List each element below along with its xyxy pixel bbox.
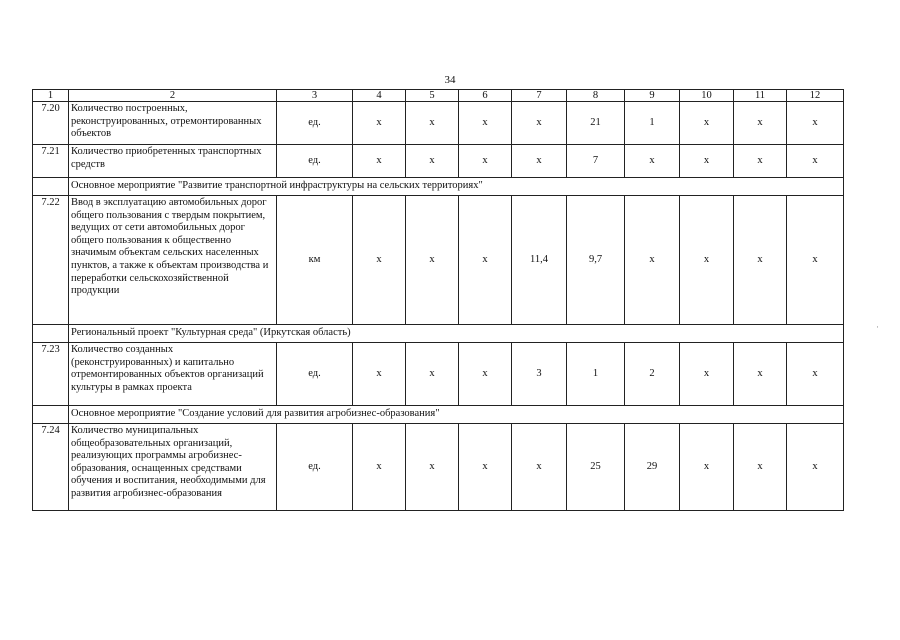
value-cell: х	[406, 343, 459, 406]
unit-cell: ед.	[277, 145, 353, 178]
column-header: 7	[512, 90, 567, 102]
value-cell: х	[734, 145, 787, 178]
value-cell: х	[734, 196, 787, 325]
row-number: 7.24	[33, 424, 69, 511]
value-cell: х	[680, 145, 734, 178]
column-header: 5	[406, 90, 459, 102]
value-cell: х	[353, 102, 406, 145]
value-cell: х	[459, 145, 512, 178]
value-cell: х	[787, 424, 844, 511]
section-title: Основное мероприятие "Развитие транспортной инфраструктуры на сельских территориях"	[69, 178, 844, 196]
row-number: 7.21	[33, 145, 69, 178]
column-header: 1	[33, 90, 69, 102]
section-row	[33, 178, 844, 196]
section-row	[33, 325, 844, 343]
indicators-table	[32, 89, 844, 511]
unit-cell: ед.	[277, 343, 353, 406]
indicator-name: Количество приобретенных транспортных средств	[69, 145, 277, 178]
section-number-cell	[33, 406, 69, 424]
value-cell: х	[459, 424, 512, 511]
table-row	[33, 343, 844, 406]
value-cell: х	[353, 424, 406, 511]
value-cell: х	[625, 196, 680, 325]
value-cell: 9,7	[567, 196, 625, 325]
column-header: 2	[69, 90, 277, 102]
value-cell: х	[680, 424, 734, 511]
unit-cell: ед.	[277, 102, 353, 145]
indicator-name: Ввод в эксплуатацию автомобильных дорог общего пользования с твердым покрытием, ведущих от сети автомобильных дорог общего пользования к общественно значимым объектам сельских населенных пунктов, а также к объектам производства и переработки сельскохозяйственной продукции	[69, 196, 277, 325]
value-cell: х	[787, 196, 844, 325]
value-cell: х	[512, 424, 567, 511]
value-cell: х	[353, 145, 406, 178]
value-cell: 25	[567, 424, 625, 511]
page-number: 34	[444, 74, 456, 86]
value-cell: х	[787, 102, 844, 145]
column-header: 9	[625, 90, 680, 102]
value-cell: х	[406, 102, 459, 145]
value-cell: х	[353, 343, 406, 406]
value-cell: 2	[625, 343, 680, 406]
column-header: 11	[734, 90, 787, 102]
column-number-row	[33, 90, 844, 102]
column-header: 10	[680, 90, 734, 102]
value-cell: х	[787, 145, 844, 178]
value-cell: х	[734, 102, 787, 145]
indicator-name: Количество созданных (реконструированных) и капитально отремонтированных объектов организаций культуры в рамках проекта	[69, 343, 277, 406]
value-cell: 1	[567, 343, 625, 406]
section-number-cell	[33, 325, 69, 343]
value-cell: 3	[512, 343, 567, 406]
row-number: 7.23	[33, 343, 69, 406]
row-number: 7.20	[33, 102, 69, 145]
column-header: 12	[787, 90, 844, 102]
unit-cell: км	[277, 196, 353, 325]
table-row	[33, 424, 844, 511]
value-cell: х	[406, 145, 459, 178]
value-cell: х	[353, 196, 406, 325]
value-cell: 11,4	[512, 196, 567, 325]
scan-speck: ·	[876, 322, 879, 332]
column-header: 4	[353, 90, 406, 102]
column-header: 3	[277, 90, 353, 102]
value-cell: х	[625, 145, 680, 178]
value-cell: х	[734, 424, 787, 511]
value-cell: х	[512, 145, 567, 178]
section-title: Основное мероприятие "Создание условий для развития агробизнес-образования"	[69, 406, 844, 424]
value-cell: 29	[625, 424, 680, 511]
section-row	[33, 406, 844, 424]
indicator-name: Количество муниципальных общеобразовательных организаций, реализующих программы агробизнес-образования, оснащенных средствами обучения и воспитания, необходимыми для развития агробизнес-образования	[69, 424, 277, 511]
value-cell: х	[512, 102, 567, 145]
row-number: 7.22	[33, 196, 69, 325]
value-cell: х	[787, 343, 844, 406]
indicator-name: Количество построенных, реконструированных, отремонтированных объектов	[69, 102, 277, 145]
section-number-cell	[33, 178, 69, 196]
value-cell: 21	[567, 102, 625, 145]
value-cell: х	[406, 196, 459, 325]
value-cell: 1	[625, 102, 680, 145]
value-cell: х	[680, 196, 734, 325]
table-row	[33, 145, 844, 178]
value-cell: х	[459, 343, 512, 406]
value-cell: 7	[567, 145, 625, 178]
table-row	[33, 102, 844, 145]
value-cell: х	[680, 102, 734, 145]
value-cell: х	[734, 343, 787, 406]
section-title: Региональный проект "Культурная среда" (Иркутская область)	[69, 325, 844, 343]
value-cell: х	[406, 424, 459, 511]
column-header: 8	[567, 90, 625, 102]
table-row	[33, 196, 844, 325]
column-header: 6	[459, 90, 512, 102]
value-cell: х	[459, 196, 512, 325]
unit-cell: ед.	[277, 424, 353, 511]
value-cell: х	[680, 343, 734, 406]
value-cell: х	[459, 102, 512, 145]
